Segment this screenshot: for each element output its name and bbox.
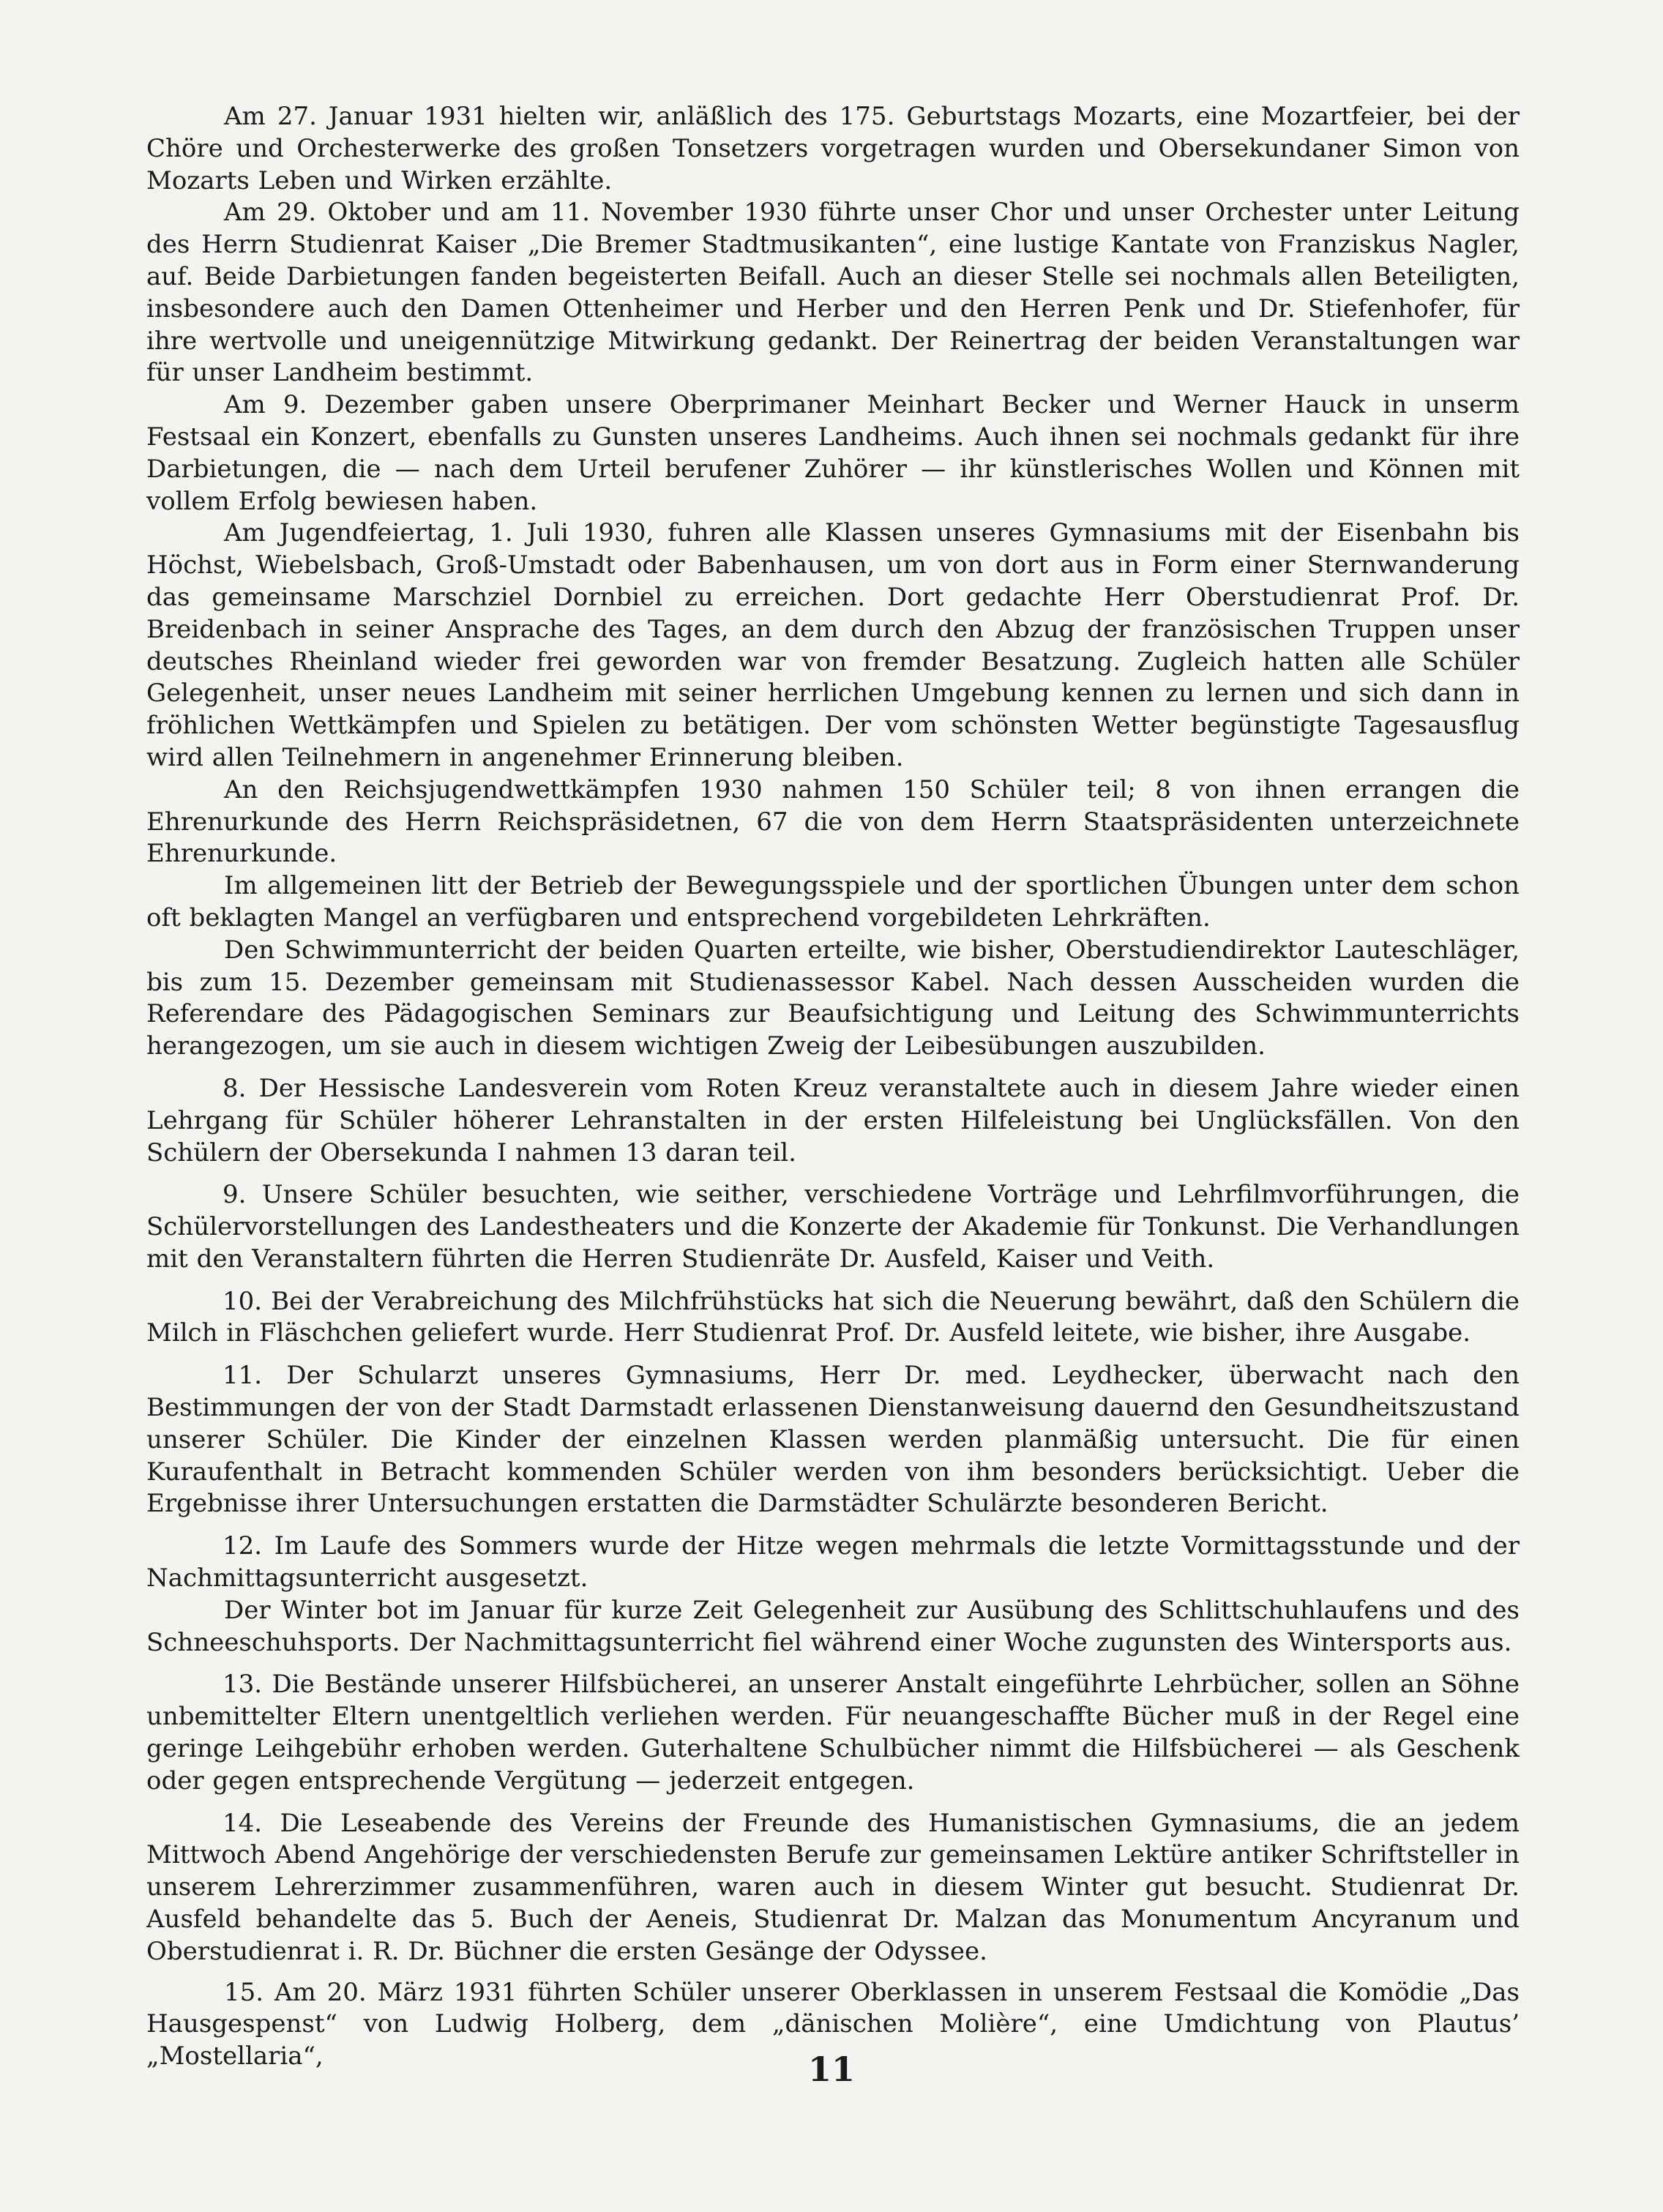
paragraph-bewegungsspiele: Im allgemeinen litt der Betrieb der Bewegungsspiele und der sportlichen Übungen unter dem schon oft beklagten Mangel an verfügbaren und entsprechend vorgebildeten Lehrkräften. <box>146 871 1520 933</box>
paragraph-winter: Der Winter bot im Januar für kurze Zeit Gelegenheit zur Ausübung des Schlittschuhlaufens und des Schneeschuhsports. Der Nachmittagsunterricht fiel während einer Woche zugunsten des Wintersports aus. <box>146 1595 1520 1657</box>
paragraph-item-8: 8. Der Hessische Landesverein vom Roten Kreuz veranstaltete auch in diesem Jahre wieder einen Lehrgang für Schüler höherer Lehranstalten in der ersten Hilfeleistung bei Unglücksfällen. Von den Schülern der Obersekunda I nahmen 13 daran teil. <box>146 1073 1520 1167</box>
paragraph-item-10: 10. Bei der Verabreichung des Milchfrühstücks hat sich die Neuerung bewährt, daß den Schülern die Milch in Fläschchen geliefert wurde. Herr Studienrat Prof. Dr. Ausfeld leitete, wie bisher, ihre Ausgabe. <box>146 1286 1520 1348</box>
paragraph-reichsjugendwettkaempfe: An den Reichsjugendwettkämpfen 1930 nahmen 150 Schüler teil; 8 von ihnen errangen die Ehrenurkunde des Herrn Reichspräsidetnen, 67 die von dem Herrn Staatspräsidenten unterzeichnete Ehrenurkunde. <box>146 774 1520 869</box>
paragraph-item-15: 15. Am 20. März 1931 führten Schüler unserer Oberklassen in unserem Festsaal die Komödie „Das Hausgespenst“ von Ludwig Holberg, dem „dänischen Molière“, eine Umdichtung von Plautus’ „Mostellaria“, <box>146 1977 1520 2071</box>
page-number: 11 <box>807 2050 855 2089</box>
paragraph-item-14: 14. Die Leseabende des Vereins der Freunde des Humanistischen Gymnasiums, die an jedem Mittwoch Abend Angehörige der verschiedensten Berufe zur gemeinsamen Lektüre antiker Schriftsteller in unserem Lehrerzimmer zusammenführen, waren auch in diesem Winter gut besucht. Studienrat Dr. Ausfeld behandelte das 5. Buch der Aeneis, Studienrat Dr. Malzan das Monumentum Ancyranum und Oberstudienrat i. R. Dr. Büchner die ersten Gesänge der Odyssee. <box>146 1808 1520 1966</box>
paragraph-item-13: 13. Die Bestände unserer Hilfsbücherei, an unserer Anstalt eingeführte Lehrbücher, sollen an Söhne unbemittelter Eltern unentgeltlich verliehen werden. Für neuangeschaffte Bücher muß in der Regel eine geringe Leihgebühr erhoben werden. Guterhaltene Schulbücher nimmt die Hilfsbücherei — als Geschenk oder gegen entsprechende Vergütung — jederzeit entgegen. <box>146 1670 1520 1796</box>
paragraph-item-12: 12. Im Laufe des Sommers wurde der Hitze wegen mehrmals die letzte Vormittagsstunde und der Nachmittagsunterricht ausgesetzt. <box>146 1531 1520 1593</box>
paragraph-jugendfeiertag: Am Jugendfeiertag, 1. Juli 1930, fuhren alle Klassen unseres Gymnasiums mit der Eisenbahn bis Höchst, Wiebelsbach, Groß-Umstadt oder Babenhausen, um von dort aus in Form einer Sternwanderung das gemeinsame Marschziel Dornbiel zu erreichen. Dort gedachte Herr Oberstudienrat Prof. Dr. Breidenbach in seiner Ansprache des Tages, an dem durch den Abzug der französischen Truppen unser deutsches Rheinland wieder frei geworden war von fremder Besatzung. Zugleich hatten alle Schüler Gelegenheit, unser neues Landheim mit seiner herrlichen Umgebung kennen zu lernen und sich dann in fröhlichen Wettkämpfen und Spielen zu betätigen. Der vom schönsten Wetter begünstigte Tagesausflug wird allen Teilnehmern in angenehmer Erinnerung bleiben. <box>146 518 1520 772</box>
paragraph-item-11: 11. Der Schularzt unseres Gymnasiums, Herr Dr. med. Leydhecker, überwacht nach den Bestimmungen der von der Stadt Darmstadt erlassenen Dienstanweisung dauernd den Gesundheitszustand unserer Schüler. Die Kinder der einzelnen Klassen werden planmäßig untersucht. Die für einen Kuraufenthalt in Betracht kommenden Schüler werden von ihm besonders berücksichtigt. Ueber die Ergebnisse ihrer Untersuchungen erstatten die Darmstädter Schulärzte besonderen Bericht. <box>146 1361 1520 1519</box>
paragraph-bremer-stadtmusikanten: Am 29. Oktober und am 11. November 1930 führte unser Chor und unser Orchester unter Leitung des Herrn Studienrat Kaiser „Die Bremer Stadtmusikanten“, eine lustige Kantate von Franziskus Nagler, auf. Beide Darbietungen fanden begeisterten Beifall. Auch an dieser Stelle sei nochmals allen Beteiligten, insbesondere auch den Damen Ottenheimer und Herber und den Herren Penk und Dr. Stiefenhofer, für ihre wertvolle und uneigennützige Mitwirkung gedankt. Der Reinertrag der beiden Veranstaltungen war für unser Landheim bestimmt. <box>146 198 1520 388</box>
paragraph-mozart-celebration: Am 27. Januar 1931 hielten wir, anläßlich des 175. Geburtstags Mozarts, eine Mozartfeier, bei der Chöre und Orchesterwerke des großen Tonsetzers vorgetragen wurden und Obersekundaner Simon von Mozarts Leben und Wirken erzählte. <box>146 102 1520 195</box>
paragraph-schwimmunterricht: Den Schwimmunterricht der beiden Quarten erteilte, wie bisher, Oberstudiendirektor Lauteschläger, bis zum 15. Dezember gemeinsam mit Studienassessor Kabel. Nach dessen Ausscheiden wurden die Referendare des Pädagogischen Seminars zur Beaufsichtigung und Leitung des Schwimmunterrichts herangezogen, um sie auch in diesem wichtigen Zweig der Leibesübungen auszubilden. <box>146 935 1520 1061</box>
paragraph-item-9: 9. Unsere Schüler besuchten, wie seither, verschiedene Vorträge und Lehrfilmvorführungen, die Schülervorstellungen des Landestheaters und die Konzerte der Akademie für Tonkunst. Die Verhandlungen mit den Veranstaltern führten die Herren Studienräte Dr. Ausfeld, Kaiser und Veith. <box>146 1180 1520 1274</box>
paragraph-concert: Am 9. Dezember gaben unsere Oberprimaner Meinhart Becker und Werner Hauck in unserm Festsaal ein Konzert, ebenfalls zu Gunsten unseres Landheims. Auch ihnen sei nochmals gedankt für ihre Darbietungen, die — nach dem Urteil berufener Zuhörer — ihr künstlerisches Wollen und Können mit vollem Erfolg bewiesen haben. <box>146 390 1520 516</box>
